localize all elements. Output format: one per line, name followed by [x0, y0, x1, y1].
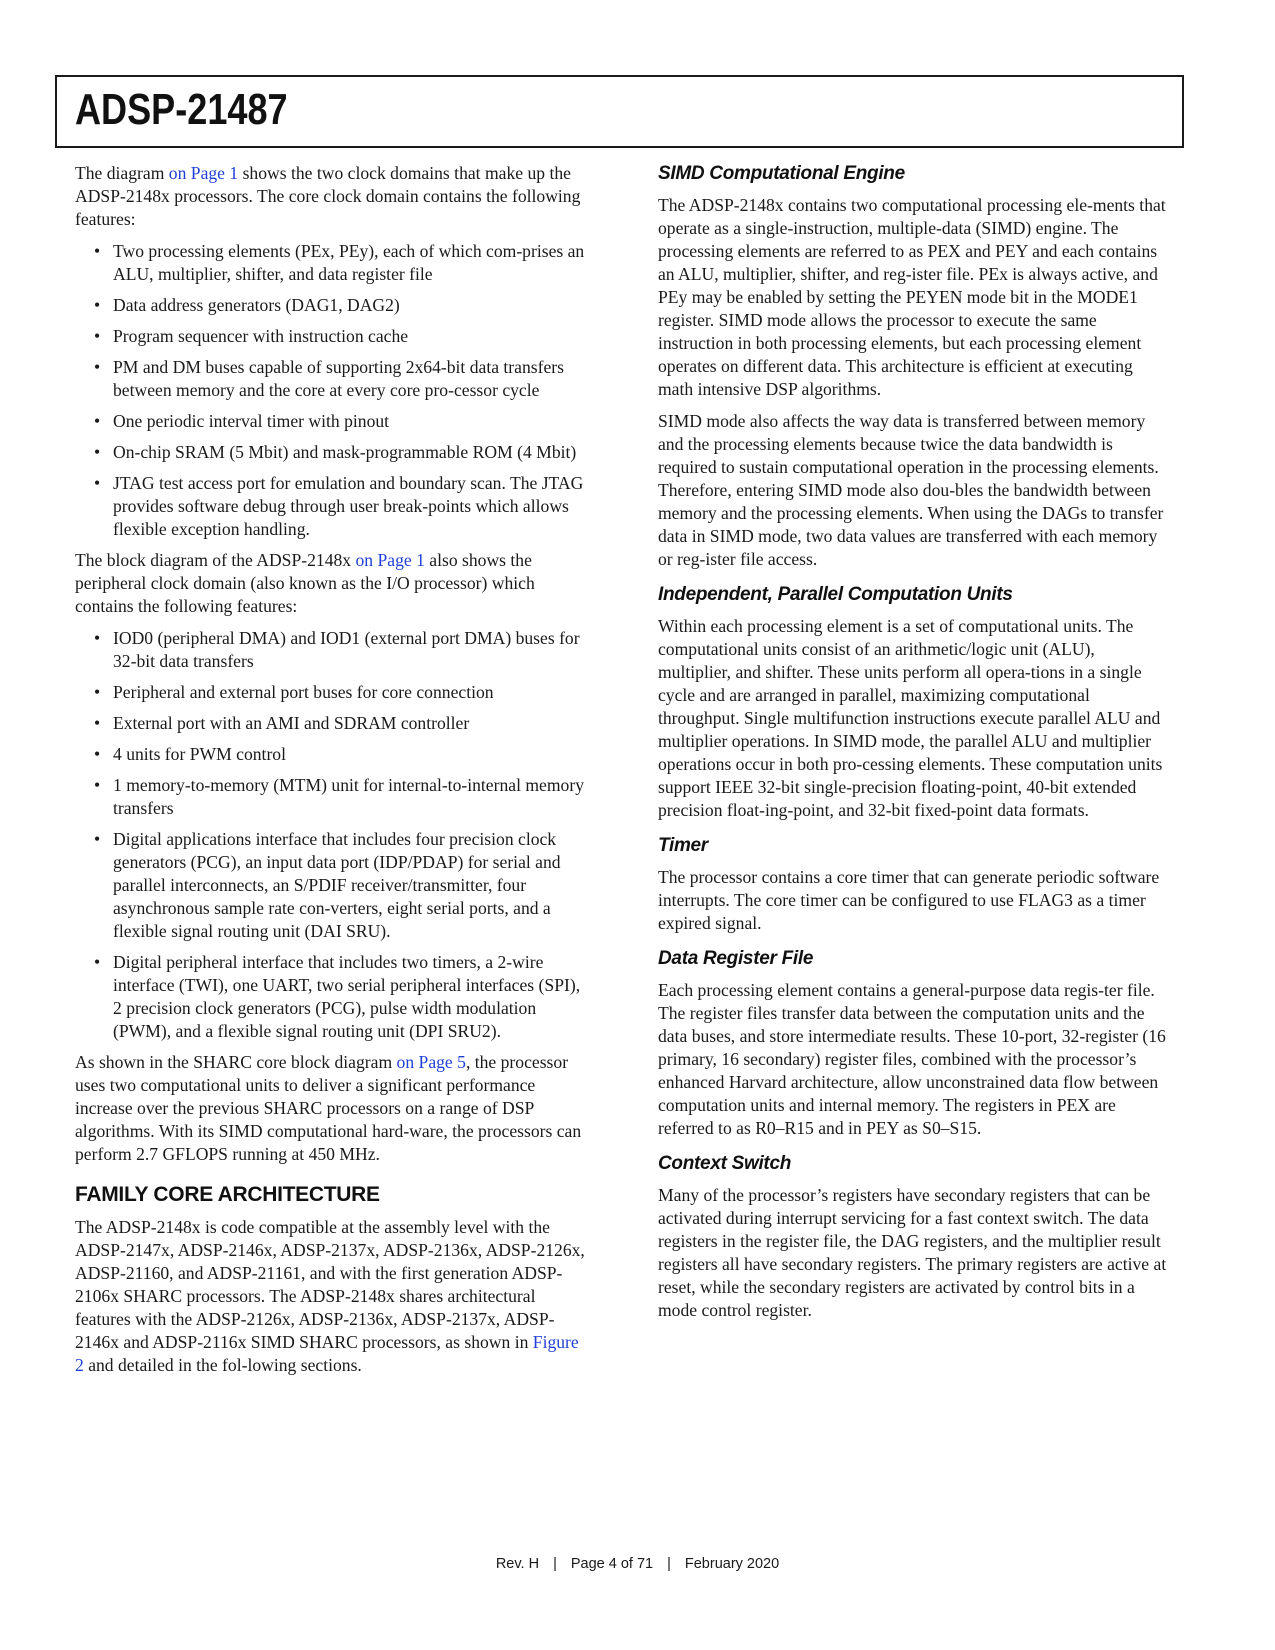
page-footer: [0, 1556, 1275, 1572]
left-column: [75, 162, 585, 1386]
document-title: ADSP-21487: [75, 85, 288, 134]
list-item: • PM and DM buses capable of supporting 2x64-bit data transfers between memory and the core at every core pro-cessor cycle: [75, 356, 585, 402]
list-item: • External port with an AMI and SDRAM controller: [75, 712, 585, 735]
simd-paragraph-2: SIMD mode also affects the way data is transferred between memory and the processing elements because twice the data bandwidth is required to sustain computational operation in the processing elements. Therefore, entering SIMD mode also dou-bles the bandwidth between memory and the processing elements. When using the DAGs to transfer data in SIMD mode, two data values are transferred with each memory or reg-ister file access.: [658, 411, 1164, 569]
page-5-link[interactable]: on Page 5: [396, 1052, 466, 1072]
simd-paragraph-1: The ADSP-2148x contains two computational processing ele-ments that operate as a single-instruction, multiple-data (SIMD) engine. The processing elements are referred to as PEX and PEY and each contains an ALU, multiplier, shifter, and reg-ister file. PEx is always active, and PEy may be enabled by setting the PEYEN mode bit in the MODE1 register. SIMD mode allows the processor to execute the same instruction in both processing elements, but each processing element operates on different data. This architecture is efficient at executing math intensive DSP algorithms.: [658, 195, 1166, 399]
simd-heading: SIMD Computational Engine: [658, 163, 905, 184]
list-item: • One periodic interval timer with pinout: [75, 410, 585, 433]
list-item: • Peripheral and external port buses for core connection: [75, 681, 585, 704]
list-item: • Data address generators (DAG1, DAG2): [75, 294, 585, 317]
intro-paragraph: The diagram on Page 1 shows the two clock domains that make up the ADSP-2148x processors. The core clock domain contains the following features:: [75, 163, 581, 229]
list-item: • 1 memory-to-memory (MTM) unit for internal-to-internal memory transfers: [75, 774, 585, 820]
sharc-core-paragraph: As shown in the SHARC core block diagram on Page 5, the processor uses two computational units to deliver a significant performance increase over the previous SHARC processors on a range of DSP algorithms. With its SIMD computational hard-ware, the processors can perform 2.7 GFLOPS running at 450 MHz.: [75, 1052, 582, 1164]
page-1-link[interactable]: on Page 1: [355, 550, 425, 570]
publication-date: February 2020: [684, 1556, 780, 1572]
list-item: • Two processing elements (PEx, PEy), each of which com-prises an ALU, multiplier, shifter, and data register file: [75, 240, 585, 286]
page-number: Page 4 of 71: [570, 1556, 654, 1572]
core-features-list: [75, 240, 585, 541]
io-features-list: [75, 627, 585, 1043]
figure-2-link[interactable]: Figure 2: [75, 1332, 579, 1375]
computation-units-heading: Independent, Parallel Computation Units: [658, 584, 1013, 605]
list-item: • Digital peripheral interface that includes two timers, a 2-wire interface (TWI), one UART, two serial peripheral interfaces (SPI), 2 precision clock generators (PCG), pulse width modulation (PWM), and a flexible signal routing unit (DPI SRU2).: [75, 951, 585, 1043]
peripheral-domain-paragraph: The block diagram of the ADSP-2148x on Page 1 also shows the peripheral clock domain (also known as the I/O processor) which contains the following features:: [75, 550, 535, 616]
list-item: • Digital applications interface that includes four precision clock generators (PCG), an input data port (IDP/PDAP) for serial and parallel interconnects, an S/PDIF receiver/transmitter, four asynchronous sample rate con-verters, eight serial ports, and a flexible signal routing unit (DAI SRU).: [75, 828, 585, 943]
footer-separator: |: [553, 1556, 557, 1572]
list-item: • On-chip SRAM (5 Mbit) and mask-programmable ROM (4 Mbit): [75, 441, 585, 464]
timer-heading: Timer: [658, 835, 708, 856]
family-core-paragraph: The ADSP-2148x is code compatible at the assembly level with the ADSP-2147x, ADSP-2146x, ADSP-2137x, ADSP-2136x, ADSP-2126x, ADSP-21160, and ADSP-21161, and with the first generation ADSP-2106x SHARC processors. The ADSP-2148x shares architectural features with the ADSP-2126x, ADSP-2136x, ADSP-2137x, ADSP-2146x and ADSP-2116x SIMD SHARC processors, as shown in Figure 2 and detailed in the fol-lowing sections.: [75, 1217, 585, 1375]
context-switch-heading: Context Switch: [658, 1153, 792, 1174]
header-box: [55, 75, 1184, 148]
context-switch-paragraph: Many of the processor’s registers have secondary registers that can be activated during interrupt servicing for a fast context switch. The data registers in the register file, the DAG registers, and the multiplier result registers all have secondary registers. The primary registers are active at reset, while the secondary registers are activated by control bits in a mode control register.: [658, 1185, 1167, 1320]
computation-units-paragraph: Within each processing element is a set of computational units. The computational units consist of an arithmetic/logic unit (ALU), multiplier, and shifter. These units perform all opera-tions in a single cycle and are arranged in parallel, maximizing computational throughput. Single multifunction instructions execute parallel ALU and multiplier operations. In SIMD mode, the parallel ALU and multiplier operations occur in both pro-cessing elements. These computation units support IEEE 32-bit single-precision floating-point, 40-bit extended precision float-ing-point, and 32-bit fixed-point data formats.: [658, 616, 1163, 820]
data-register-file-heading: Data Register File: [658, 948, 814, 969]
list-item: • Program sequencer with instruction cache: [75, 325, 585, 348]
data-register-file-paragraph: Each processing element contains a general-purpose data regis-ter file. The register files transfer data between the computation units and the data buses, and store intermediate results. These 10-port, 32-register (16 primary, 16 secondary) register files, combined with the processor’s enhanced Harvard architecture, allow unconstrained data flow between computation units and internal memory. The registers in PEX are referred to as R0–R15 and in PEY as S0–S15.: [658, 980, 1166, 1138]
list-item: • JTAG test access port for emulation and boundary scan. The JTAG provides software debug through user break-points which allows flexible exception handling.: [75, 472, 585, 541]
revision-label: Rev. H: [495, 1556, 540, 1572]
family-core-architecture-heading: FAMILY CORE ARCHITECTURE: [75, 1183, 380, 1206]
list-item: • 4 units for PWM control: [75, 743, 585, 766]
list-item: • IOD0 (peripheral DMA) and IOD1 (external port DMA) buses for 32-bit data transfers: [75, 627, 585, 673]
right-column: [658, 162, 1168, 1331]
page-1-link[interactable]: on Page 1: [168, 163, 239, 183]
footer-separator: |: [667, 1556, 671, 1572]
timer-paragraph: The processor contains a core timer that can generate periodic software interrupts. The core timer can be configured to use FLAG3 as a timer expired signal.: [658, 867, 1160, 933]
